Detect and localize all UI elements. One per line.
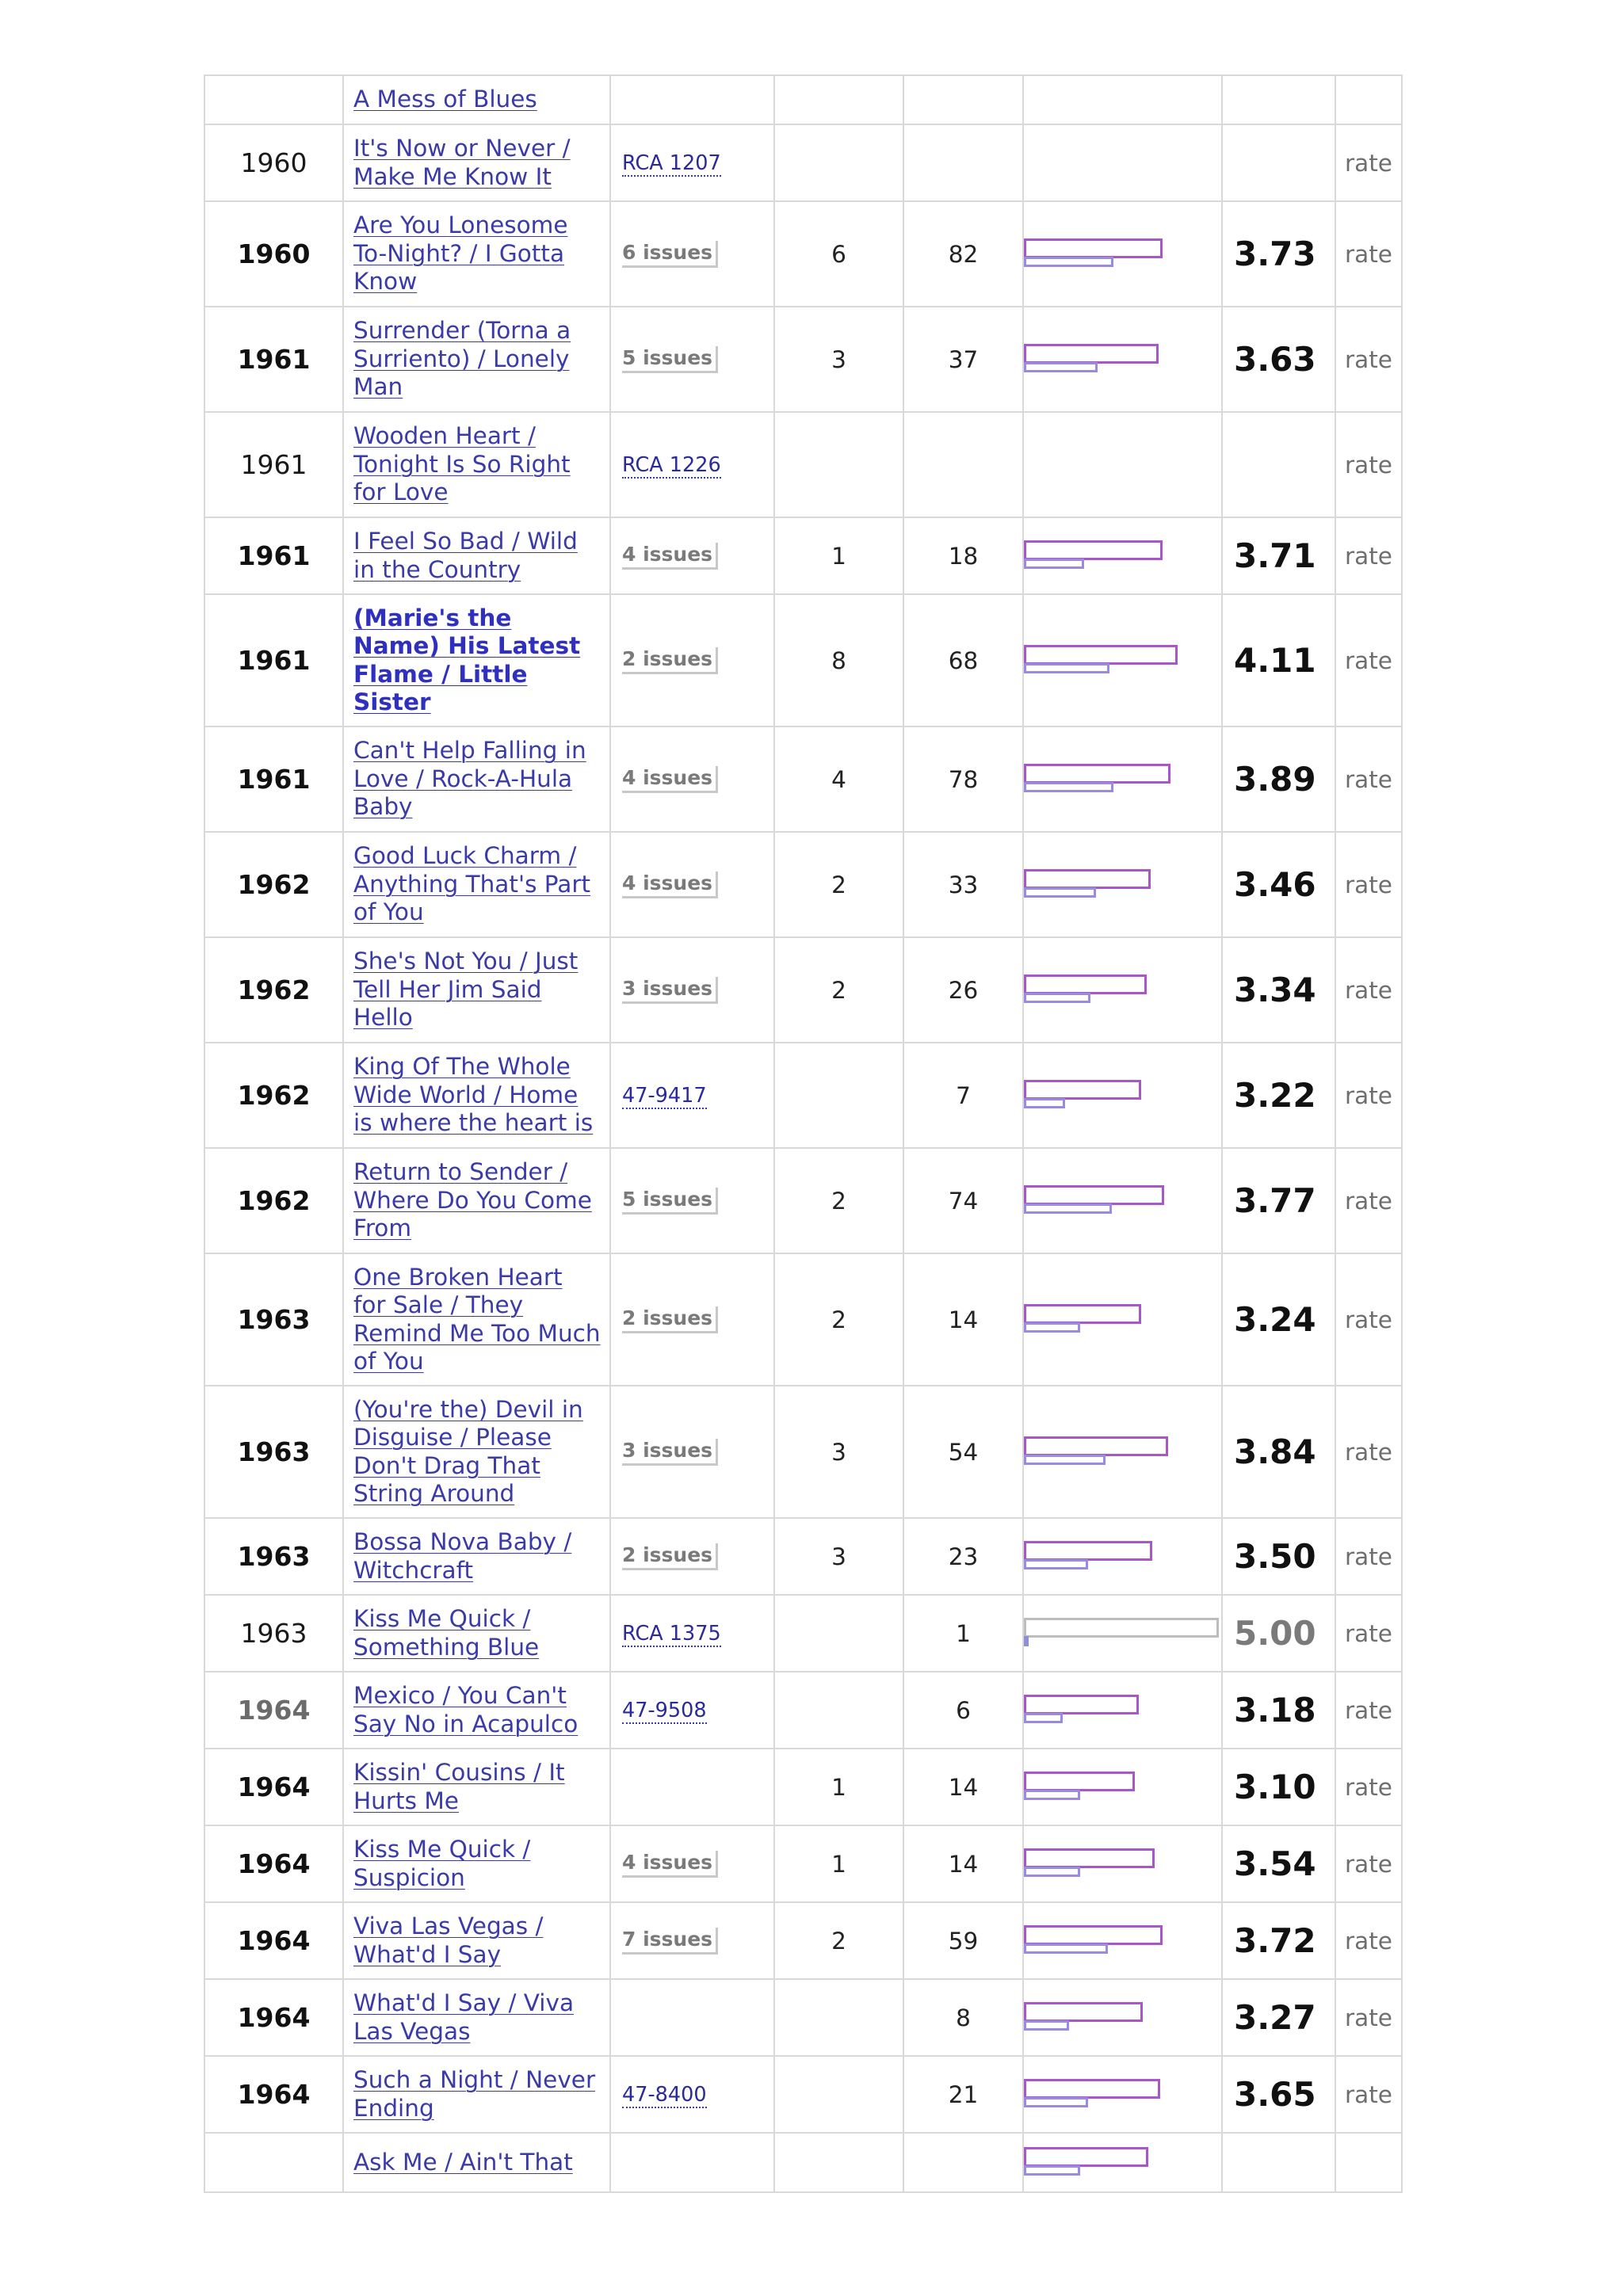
- rate-link[interactable]: rate: [1335, 594, 1402, 727]
- rating-bar: [1024, 869, 1151, 889]
- votes-bar: [1024, 663, 1109, 673]
- year-cell: 1964: [204, 1902, 343, 1979]
- single-title-link[interactable]: Kiss Me Quick / Suspicion: [353, 1836, 531, 1891]
- average-score-cell: 3.63: [1222, 307, 1335, 412]
- year-cell: 1964: [204, 1979, 343, 2056]
- count-cell-2: 54: [903, 1386, 1023, 1518]
- table-row: [204, 1749, 1402, 1825]
- rating-bar: [1024, 1541, 1152, 1561]
- count-cell-2: 78: [903, 727, 1023, 832]
- title-cell: [343, 75, 610, 124]
- average-score-cell: [1222, 2133, 1335, 2192]
- year-cell: 1961: [204, 517, 343, 594]
- issues-cell: [610, 832, 774, 937]
- table-row: [204, 75, 1402, 124]
- rate-link[interactable]: rate: [1335, 1749, 1402, 1825]
- average-score-cell: 3.71: [1222, 517, 1335, 594]
- issues-cell: [610, 1518, 774, 1595]
- rating-bars-cell: [1023, 1749, 1222, 1825]
- issues-cell: [610, 1902, 774, 1979]
- title-cell: [343, 1825, 610, 1902]
- rating-bar: [1024, 2079, 1160, 2099]
- rating-bar: [1024, 2147, 1148, 2167]
- rating-bar: [1024, 344, 1159, 364]
- count-cell-2: 74: [903, 1148, 1023, 1253]
- average-score-cell: [1222, 412, 1335, 517]
- single-title-link[interactable]: Return to Sender / Where Do You Come From: [353, 1158, 592, 1242]
- title-cell: [343, 727, 610, 832]
- year-cell: 1960: [204, 124, 343, 201]
- count-cell-2: 59: [903, 1902, 1023, 1979]
- issues-cell: [610, 517, 774, 594]
- votes-bar: [1024, 1636, 1029, 1646]
- title-cell: [343, 307, 610, 412]
- singles-chart-table: [204, 74, 1403, 2193]
- rate-link[interactable]: rate: [1335, 1386, 1402, 1518]
- average-score-cell: 4.11: [1222, 594, 1335, 727]
- rating-bar: [1024, 238, 1163, 258]
- votes-bar: [1024, 1559, 1088, 1569]
- count-cell-1: 3: [774, 1386, 903, 1518]
- votes-bar: [1024, 2165, 1080, 2176]
- rating-bars-cell: [1023, 517, 1222, 594]
- count-cell-1: 8: [774, 594, 903, 727]
- catalog-number-link[interactable]: 47-8400: [622, 2082, 707, 2107]
- rate-link[interactable]: rate: [1335, 1672, 1402, 1749]
- issues-cell: [610, 1386, 774, 1518]
- title-cell: [343, 937, 610, 1043]
- single-title-link[interactable]: Bossa Nova Baby / Witchcraft: [353, 1528, 572, 1584]
- rating-bars-cell: [1023, 2133, 1222, 2192]
- single-title-link[interactable]: Surrender (Torna a Surriento) / Lonely Man: [353, 317, 571, 401]
- year-cell: [204, 2133, 343, 2192]
- issues-button[interactable]: 3 issues: [622, 977, 718, 1004]
- count-cell-2: [903, 75, 1023, 124]
- rate-link[interactable]: rate: [1335, 1148, 1402, 1253]
- count-cell-1: 3: [774, 307, 903, 412]
- single-title-link[interactable]: Are You Lonesome To-Night? / I Gotta Know: [353, 212, 568, 296]
- count-cell-1: [774, 75, 903, 124]
- title-cell: [343, 1518, 610, 1595]
- rating-bars-cell: [1023, 1253, 1222, 1386]
- count-cell-1: 2: [774, 937, 903, 1043]
- title-cell: [343, 1979, 610, 2056]
- rating-bars-cell: [1023, 594, 1222, 727]
- title-cell: [343, 517, 610, 594]
- title-cell: [343, 412, 610, 517]
- average-score-cell: 3.54: [1222, 1825, 1335, 1902]
- title-cell: [343, 1902, 610, 1979]
- rating-bars-cell: [1023, 1902, 1222, 1979]
- issues-cell: [610, 124, 774, 201]
- title-cell: [343, 1672, 610, 1749]
- year-cell: 1960: [204, 201, 343, 307]
- issues-cell: [610, 937, 774, 1043]
- rating-bars-cell: [1023, 1043, 1222, 1148]
- year-cell: 1963: [204, 1518, 343, 1595]
- votes-bar: [1024, 887, 1096, 898]
- count-cell-2: 18: [903, 517, 1023, 594]
- rate-link[interactable]: rate: [1335, 1902, 1402, 1979]
- count-cell-2: [903, 124, 1023, 201]
- catalog-number-link[interactable]: RCA 1207: [622, 151, 721, 175]
- count-cell-1: 2: [774, 1253, 903, 1386]
- count-cell-1: 4: [774, 727, 903, 832]
- table-row: [204, 1043, 1402, 1148]
- count-cell-1: 2: [774, 832, 903, 937]
- votes-bar: [1024, 1322, 1080, 1333]
- issues-cell: [610, 201, 774, 307]
- rating-bar: [1024, 645, 1178, 665]
- average-score-cell: 3.18: [1222, 1672, 1335, 1749]
- single-title-link[interactable]: Wooden Heart / Tonight Is So Right for Love: [353, 422, 571, 506]
- count-cell-2: 1: [903, 1595, 1023, 1672]
- rating-bars-cell: [1023, 201, 1222, 307]
- single-title-link[interactable]: It's Now or Never / Make Me Know It: [353, 135, 571, 190]
- count-cell-2: 14: [903, 1253, 1023, 1386]
- rate-link[interactable]: rate: [1335, 1979, 1402, 2056]
- count-cell-1: 6: [774, 201, 903, 307]
- rating-bars-cell: [1023, 727, 1222, 832]
- title-cell: [343, 201, 610, 307]
- single-title-link[interactable]: Kiss Me Quick / Something Blue: [353, 1605, 540, 1661]
- issues-button[interactable]: 6 issues: [622, 241, 718, 268]
- rating-bar: [1024, 1304, 1141, 1324]
- rating-bars-cell: [1023, 832, 1222, 937]
- rating-bar: [1024, 1618, 1219, 1638]
- rate-link[interactable]: rate: [1335, 1595, 1402, 1672]
- title-cell: [343, 832, 610, 937]
- rating-bars-cell: [1023, 307, 1222, 412]
- issues-cell: [610, 2056, 774, 2133]
- table-row: [204, 1672, 1402, 1749]
- count-cell-2: 68: [903, 594, 1023, 727]
- rating-bar: [1024, 2002, 1143, 2022]
- catalog-number-link[interactable]: 47-9508: [622, 1698, 707, 1722]
- rating-bars-cell: [1023, 937, 1222, 1043]
- year-cell: 1961: [204, 594, 343, 727]
- count-cell-1: 1: [774, 517, 903, 594]
- title-cell: [343, 124, 610, 201]
- single-title-link[interactable]: Such a Night / Never Ending: [353, 2066, 596, 2122]
- count-cell-2: 21: [903, 2056, 1023, 2133]
- year-cell: 1964: [204, 1825, 343, 1902]
- count-cell-2: 37: [903, 307, 1023, 412]
- title-cell: [343, 1253, 610, 1386]
- rate-link[interactable]: rate: [1335, 517, 1402, 594]
- year-cell: 1961: [204, 412, 343, 517]
- title-cell: [343, 2056, 610, 2133]
- rate-link[interactable]: rate: [1335, 1518, 1402, 1595]
- rate-link[interactable]: rate: [1335, 1825, 1402, 1902]
- votes-bar: [1024, 1943, 1108, 1954]
- votes-bar: [1024, 782, 1113, 792]
- issues-button[interactable]: 5 issues: [622, 346, 718, 373]
- rating-bars-cell: [1023, 2056, 1222, 2133]
- votes-bar: [1024, 2020, 1069, 2031]
- year-cell: 1961: [204, 727, 343, 832]
- count-cell-1: [774, 1672, 903, 1749]
- rating-bar: [1024, 1436, 1168, 1456]
- rating-bar: [1024, 1080, 1141, 1100]
- count-cell-2: [903, 2133, 1023, 2192]
- table-row: [204, 124, 1402, 201]
- rating-bars-cell: [1023, 1595, 1222, 1672]
- average-score-cell: 3.27: [1222, 1979, 1335, 2056]
- title-cell: [343, 1595, 610, 1672]
- issues-button[interactable]: 5 issues: [622, 1188, 718, 1215]
- votes-bar: [1024, 1867, 1080, 1877]
- year-cell: 1963: [204, 1386, 343, 1518]
- issues-cell: [610, 594, 774, 727]
- title-cell: [343, 594, 610, 727]
- table-row: [204, 594, 1402, 727]
- single-title-link[interactable]: A Mess of Blues: [353, 86, 537, 113]
- table-row: [204, 201, 1402, 307]
- rating-bar: [1024, 1695, 1139, 1714]
- year-cell: 1964: [204, 1672, 343, 1749]
- table-row: [204, 832, 1402, 937]
- rating-bar: [1024, 1772, 1135, 1791]
- average-score-cell: 3.50: [1222, 1518, 1335, 1595]
- count-cell-1: 1: [774, 1749, 903, 1825]
- single-title-link[interactable]: Good Luck Charm / Anything That's Part of You: [353, 842, 591, 926]
- rate-link: [1335, 2133, 1402, 2192]
- average-score-cell: [1222, 75, 1335, 124]
- count-cell-1: 2: [774, 1902, 903, 1979]
- single-title-link[interactable]: Viva Las Vegas / What'd I Say: [353, 1913, 544, 1968]
- issues-cell: [610, 75, 774, 124]
- year-cell: 1963: [204, 1253, 343, 1386]
- single-title-link[interactable]: (You're the) Devil in Disguise / Please Don't Drag That String Around: [353, 1395, 583, 1507]
- rate-link[interactable]: rate: [1335, 124, 1402, 201]
- rating-bar: [1024, 974, 1147, 994]
- count-cell-1: [774, 1979, 903, 2056]
- issues-cell: [610, 1253, 774, 1386]
- count-cell-1: 2: [774, 1148, 903, 1253]
- single-title-link[interactable]: (Marie's the Name) His Latest Flame / Little Sister: [353, 604, 581, 715]
- average-score-cell: 3.89: [1222, 727, 1335, 832]
- table-row: [204, 517, 1402, 594]
- rate-link[interactable]: rate: [1335, 307, 1402, 412]
- rating-bars-cell: [1023, 1148, 1222, 1253]
- average-score-cell: 3.77: [1222, 1148, 1335, 1253]
- issues-cell: [610, 727, 774, 832]
- average-score-cell: 3.10: [1222, 1749, 1335, 1825]
- rating-bars-cell: [1023, 1825, 1222, 1902]
- title-cell: [343, 2133, 610, 2192]
- rating-bars-cell: [1023, 75, 1222, 124]
- votes-bar: [1024, 1203, 1112, 1214]
- issues-cell: [610, 1749, 774, 1825]
- table-row: [204, 1825, 1402, 1902]
- count-cell-2: 14: [903, 1825, 1023, 1902]
- count-cell-1: [774, 1043, 903, 1148]
- rate-link[interactable]: rate: [1335, 1253, 1402, 1386]
- single-title-link[interactable]: Mexico / You Can't Say No in Acapulco: [353, 1682, 579, 1737]
- rate-link[interactable]: rate: [1335, 201, 1402, 307]
- table-row: [204, 1979, 1402, 2056]
- average-score-cell: 3.65: [1222, 2056, 1335, 2133]
- table-row: [204, 307, 1402, 412]
- table-row: [204, 2133, 1402, 2192]
- single-title-link[interactable]: What'd I Say / Viva Las Vegas: [353, 1989, 575, 2045]
- title-cell: [343, 1749, 610, 1825]
- count-cell-1: 1: [774, 1825, 903, 1902]
- count-cell-1: 3: [774, 1518, 903, 1595]
- count-cell-2: 82: [903, 201, 1023, 307]
- year-cell: 1962: [204, 1148, 343, 1253]
- votes-bar: [1024, 993, 1090, 1003]
- count-cell-1: [774, 2133, 903, 2192]
- average-score-cell: [1222, 124, 1335, 201]
- issues-cell: [610, 1979, 774, 2056]
- single-title-link[interactable]: She's Not You / Just Tell Her Jim Said Hello: [353, 948, 579, 1032]
- votes-bar: [1024, 1790, 1080, 1800]
- count-cell-2: 14: [903, 1749, 1023, 1825]
- catalog-number-link[interactable]: 47-9417: [622, 1083, 707, 1108]
- table-row: [204, 937, 1402, 1043]
- average-score-cell: 3.46: [1222, 832, 1335, 937]
- count-cell-2: 7: [903, 1043, 1023, 1148]
- issues-button[interactable]: 2 issues: [622, 1543, 718, 1570]
- rate-link[interactable]: rate: [1335, 1043, 1402, 1148]
- average-score-cell: 3.72: [1222, 1902, 1335, 1979]
- count-cell-2: 8: [903, 1979, 1023, 2056]
- rating-bar: [1024, 540, 1163, 560]
- average-score-cell: 3.84: [1222, 1386, 1335, 1518]
- issues-button[interactable]: 4 issues: [622, 543, 718, 570]
- table-row: [204, 1253, 1402, 1386]
- rate-link: [1335, 75, 1402, 124]
- average-score-cell: 5.00: [1222, 1595, 1335, 1672]
- count-cell-2: 6: [903, 1672, 1023, 1749]
- issues-button[interactable]: 3 issues: [622, 1439, 718, 1466]
- year-cell: [204, 75, 343, 124]
- rating-bars-cell: [1023, 1979, 1222, 2056]
- rate-link[interactable]: rate: [1335, 727, 1402, 832]
- issues-button[interactable]: 2 issues: [622, 1306, 718, 1333]
- title-cell: [343, 1386, 610, 1518]
- rate-link[interactable]: rate: [1335, 2056, 1402, 2133]
- issues-button[interactable]: 2 issues: [622, 647, 718, 674]
- average-score-cell: 3.22: [1222, 1043, 1335, 1148]
- issues-cell: [610, 2133, 774, 2192]
- single-title-link[interactable]: Ask Me / Ain't That: [353, 2148, 573, 2176]
- count-cell-1: [774, 1595, 903, 1672]
- average-score-cell: 3.34: [1222, 937, 1335, 1043]
- issues-cell: [610, 307, 774, 412]
- count-cell-2: 23: [903, 1518, 1023, 1595]
- average-score-cell: 3.73: [1222, 201, 1335, 307]
- single-title-link[interactable]: Kissin' Cousins / It Hurts Me: [353, 1759, 565, 1814]
- single-title-link[interactable]: One Broken Heart for Sale / They Remind Me Too Much of You: [353, 1263, 601, 1375]
- count-cell-2: 33: [903, 832, 1023, 937]
- table-row: [204, 1518, 1402, 1595]
- year-cell: 1964: [204, 1749, 343, 1825]
- issues-button[interactable]: 4 issues: [622, 871, 718, 898]
- rating-bar: [1024, 764, 1170, 784]
- catalog-number-link[interactable]: RCA 1226: [622, 452, 721, 477]
- issues-button[interactable]: 7 issues: [622, 1928, 718, 1955]
- year-cell: 1962: [204, 1043, 343, 1148]
- average-score-cell: 3.24: [1222, 1253, 1335, 1386]
- issues-button[interactable]: 4 issues: [622, 766, 718, 793]
- single-title-link[interactable]: I Feel So Bad / Wild in the Country: [353, 528, 578, 583]
- issues-cell: [610, 1672, 774, 1749]
- year-cell: 1961: [204, 307, 343, 412]
- rating-bars-cell: [1023, 124, 1222, 201]
- count-cell-1: [774, 124, 903, 201]
- year-cell: 1962: [204, 937, 343, 1043]
- year-cell: 1963: [204, 1595, 343, 1672]
- table-row: [204, 1386, 1402, 1518]
- count-cell-1: [774, 2056, 903, 2133]
- rate-link[interactable]: rate: [1335, 937, 1402, 1043]
- count-cell-1: [774, 412, 903, 517]
- votes-bar: [1024, 1098, 1065, 1108]
- votes-bar: [1024, 559, 1084, 569]
- single-title-link[interactable]: Can't Help Falling in Love / Rock-A-Hula Baby: [353, 737, 586, 821]
- table-row: [204, 727, 1402, 832]
- rate-link[interactable]: rate: [1335, 832, 1402, 937]
- single-title-link[interactable]: King Of The Whole Wide World / Home is where the heart is: [353, 1053, 594, 1137]
- rating-bars-cell: [1023, 412, 1222, 517]
- title-cell: [343, 1148, 610, 1253]
- table-row: [204, 412, 1402, 517]
- rating-bars-cell: [1023, 1672, 1222, 1749]
- title-cell: [343, 1043, 610, 1148]
- table-row: [204, 2056, 1402, 2133]
- issues-cell: [610, 1825, 774, 1902]
- rate-link[interactable]: rate: [1335, 412, 1402, 517]
- count-cell-2: 26: [903, 937, 1023, 1043]
- votes-bar: [1024, 2097, 1088, 2107]
- issues-cell: [610, 1595, 774, 1672]
- table-row: [204, 1595, 1402, 1672]
- year-cell: 1964: [204, 2056, 343, 2133]
- catalog-number-link[interactable]: RCA 1375: [622, 1621, 721, 1646]
- issues-cell: [610, 1043, 774, 1148]
- rating-bars-cell: [1023, 1386, 1222, 1518]
- issues-button[interactable]: 4 issues: [622, 1851, 718, 1878]
- table-row: [204, 1148, 1402, 1253]
- votes-bar: [1024, 1455, 1106, 1465]
- year-cell: 1962: [204, 832, 343, 937]
- rating-bar: [1024, 1848, 1155, 1868]
- count-cell-2: [903, 412, 1023, 517]
- rating-bars-cell: [1023, 1518, 1222, 1595]
- issues-cell: [610, 412, 774, 517]
- votes-bar: [1024, 362, 1098, 372]
- issues-cell: [610, 1148, 774, 1253]
- rating-bar: [1024, 1925, 1163, 1945]
- votes-bar: [1024, 1713, 1063, 1723]
- table-row: [204, 1902, 1402, 1979]
- votes-bar: [1024, 257, 1113, 267]
- rating-bar: [1024, 1185, 1164, 1205]
